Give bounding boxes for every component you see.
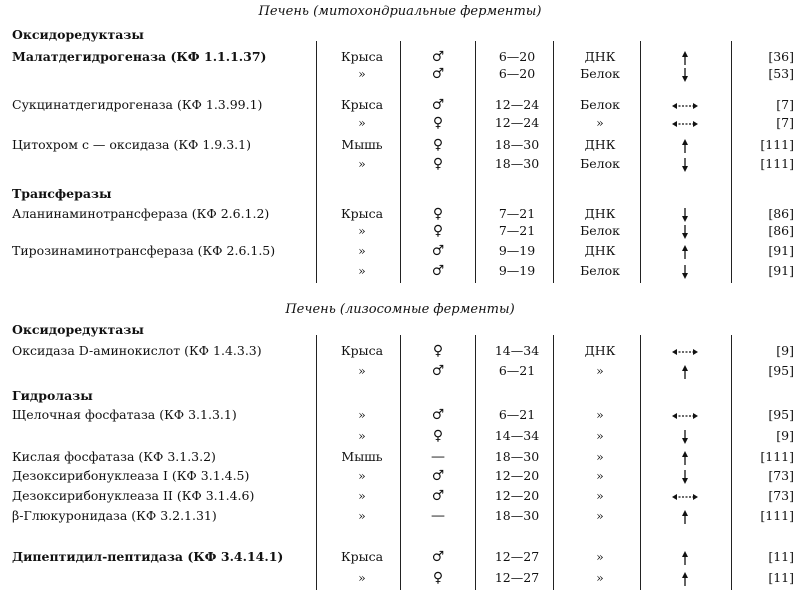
group-heading: Гидролазы <box>12 388 93 403</box>
enzyme-name: β-Глюкуронидаза (КФ 3.2.1.31) <box>12 508 217 523</box>
arrow-down-icon <box>681 158 689 172</box>
sex-cell: ♂ <box>431 263 445 279</box>
age-cell: 12—20 <box>494 468 540 483</box>
table-row <box>0 568 800 588</box>
effect-cell <box>648 64 722 84</box>
sex-cell: ♀ <box>432 428 444 444</box>
table-row <box>0 547 800 567</box>
table-row <box>0 261 800 281</box>
group-heading-row <box>0 25 800 45</box>
substrate-cell: » <box>596 508 604 523</box>
arrow-up-icon <box>681 510 689 524</box>
table-row <box>0 426 800 446</box>
enzyme-name: Дезоксирибонуклеаза I (КФ 3.1.4.5) <box>12 468 250 483</box>
animal-cell: Крыса <box>340 97 384 112</box>
animal-cell: » <box>358 508 366 523</box>
age-cell: 14—34 <box>494 343 540 358</box>
reference-cell: [11] <box>768 570 794 585</box>
animal-cell: Крыса <box>340 206 384 221</box>
enzyme-name: Сукцинатдегидрогеназа (КФ 1.3.99.1) <box>12 97 263 112</box>
group-heading: Трансферазы <box>12 186 112 201</box>
enzyme-name: Дезоксирибонуклеаза II (КФ 3.1.4.6) <box>12 488 255 503</box>
reference-cell: [111] <box>760 137 794 152</box>
reference-cell: [111] <box>760 156 794 171</box>
sex-cell: ♂ <box>431 549 445 565</box>
sex-cell: ♀ <box>432 343 444 359</box>
group-heading: Оксидоредуктазы <box>12 27 144 42</box>
section-title: Печень (митохондриальные ферменты) <box>258 4 542 19</box>
sex-cell: ♂ <box>431 97 445 113</box>
reference-cell: [9] <box>776 428 794 443</box>
reference-cell: [91] <box>768 263 794 278</box>
table-row <box>0 447 800 467</box>
sex-cell: ♀ <box>432 223 444 239</box>
animal-cell: » <box>358 407 366 422</box>
sex-cell: — <box>431 449 445 465</box>
substrate-cell: Белок <box>580 263 620 278</box>
enzyme-name: Щелочная фосфатаза (КФ 3.1.3.1) <box>12 407 237 422</box>
reference-cell: [86] <box>768 223 794 238</box>
arrow-down-icon <box>681 68 689 82</box>
table-row <box>0 241 800 261</box>
arrow-up-icon <box>681 365 689 379</box>
substrate-cell: Белок <box>580 156 620 171</box>
substrate-cell: ДНК <box>584 49 616 64</box>
substrate-cell: Белок <box>580 97 620 112</box>
animal-cell: » <box>358 570 366 585</box>
effect-cell <box>648 221 722 241</box>
age-cell: 18—30 <box>494 137 540 152</box>
sex-cell: ♀ <box>432 156 444 172</box>
arrow-down-icon <box>681 430 689 444</box>
sex-cell: ♀ <box>432 115 444 131</box>
effect-cell <box>648 361 722 381</box>
group-heading-row <box>0 320 800 340</box>
arrow-up-icon <box>681 245 689 259</box>
substrate-cell: Белок <box>580 223 620 238</box>
table-row <box>0 135 800 155</box>
substrate-cell: » <box>596 407 604 422</box>
effect-cell <box>648 241 722 261</box>
reference-cell: [7] <box>776 115 794 130</box>
substrate-cell: ДНК <box>584 137 616 152</box>
substrate-cell: » <box>596 549 604 564</box>
reference-cell: [7] <box>776 97 794 112</box>
enzyme-name: Дипептидил-пептидаза (КФ 3.4.14.1) <box>12 549 284 564</box>
arrow-up-icon <box>681 51 689 65</box>
effect-cell <box>648 426 722 446</box>
age-cell: 12—20 <box>494 488 540 503</box>
age-cell: 6—21 <box>498 407 536 422</box>
arrow-up-icon <box>681 551 689 565</box>
substrate-cell: » <box>596 468 604 483</box>
table-row <box>0 64 800 84</box>
table-row <box>0 154 800 174</box>
animal-cell: » <box>358 428 366 443</box>
effect-cell <box>648 341 722 361</box>
arrow-left-right-icon <box>671 411 699 421</box>
sex-cell: ♂ <box>431 66 445 82</box>
arrow-up-icon <box>681 451 689 465</box>
animal-cell: Мышь <box>341 449 383 464</box>
substrate-cell: ДНК <box>584 343 616 358</box>
effect-cell <box>648 447 722 467</box>
effect-cell <box>648 113 722 133</box>
effect-cell <box>648 135 722 155</box>
sex-cell: ♂ <box>431 468 445 484</box>
enzyme-name: Кислая фосфатаза (КФ 3.1.3.2) <box>12 449 216 464</box>
reference-cell: [95] <box>768 407 794 422</box>
reference-cell: [111] <box>760 508 794 523</box>
age-cell: 9—19 <box>498 243 536 258</box>
age-cell: 14—34 <box>494 428 540 443</box>
substrate-cell: » <box>596 449 604 464</box>
age-cell: 6—20 <box>498 66 536 81</box>
effect-cell <box>648 547 722 567</box>
substrate-cell: Белок <box>580 66 620 81</box>
substrate-cell: » <box>596 428 604 443</box>
group-heading-row <box>0 386 800 406</box>
arrow-left-right-icon <box>671 101 699 111</box>
arrow-left-right-icon <box>671 347 699 357</box>
substrate-cell: » <box>596 570 604 585</box>
sex-cell: ♂ <box>431 407 445 423</box>
age-cell: 7—21 <box>498 223 536 238</box>
sex-cell: ♀ <box>432 206 444 222</box>
reference-cell: [73] <box>768 468 794 483</box>
arrow-down-icon <box>681 208 689 222</box>
sex-cell: ♀ <box>432 137 444 153</box>
substrate-cell: » <box>596 488 604 503</box>
effect-cell <box>648 466 722 486</box>
effect-cell <box>648 486 722 506</box>
reference-cell: [11] <box>768 549 794 564</box>
arrow-left-right-icon <box>671 492 699 502</box>
reference-cell: [111] <box>760 449 794 464</box>
sex-cell: — <box>431 508 445 524</box>
substrate-cell: » <box>596 115 604 130</box>
substrate-cell: ДНК <box>584 243 616 258</box>
age-cell: 12—27 <box>494 549 540 564</box>
age-cell: 12—24 <box>494 97 540 112</box>
effect-cell <box>648 506 722 526</box>
effect-cell <box>648 568 722 588</box>
group-heading: Оксидоредуктазы <box>12 322 144 337</box>
sex-cell: ♂ <box>431 363 445 379</box>
substrate-cell: » <box>596 363 604 378</box>
animal-cell: » <box>358 223 366 238</box>
reference-cell: [73] <box>768 488 794 503</box>
effect-cell <box>648 154 722 174</box>
age-cell: 6—21 <box>498 363 536 378</box>
effect-cell <box>648 405 722 425</box>
effect-cell <box>648 261 722 281</box>
group-heading-row <box>0 184 800 204</box>
animal-cell: » <box>358 115 366 130</box>
animal-cell: Крыса <box>340 49 384 64</box>
table-row <box>0 486 800 506</box>
animal-cell: » <box>358 243 366 258</box>
age-cell: 12—24 <box>494 115 540 130</box>
age-cell: 7—21 <box>498 206 536 221</box>
enzyme-name: Тирозинаминотрансфераза (КФ 2.6.1.5) <box>12 243 276 258</box>
table-row <box>0 361 800 381</box>
arrow-up-icon <box>681 139 689 153</box>
sex-cell: ♀ <box>432 570 444 586</box>
effect-cell <box>648 95 722 115</box>
arrow-up-icon <box>681 572 689 586</box>
animal-cell: » <box>358 66 366 81</box>
enzyme-name: Малатдегидрогеназа (КФ 1.1.1.37) <box>12 49 267 64</box>
enzyme-name: Аланинаминотрансфераза (КФ 2.6.1.2) <box>12 206 270 221</box>
age-cell: 12—27 <box>494 570 540 585</box>
table-row <box>0 95 800 115</box>
reference-cell: [9] <box>776 343 794 358</box>
age-cell: 18—30 <box>494 449 540 464</box>
table-row <box>0 221 800 241</box>
table-row <box>0 405 800 425</box>
animal-cell: » <box>358 263 366 278</box>
reference-cell: [36] <box>768 49 794 64</box>
table-row <box>0 506 800 526</box>
reference-cell: [53] <box>768 66 794 81</box>
animal-cell: » <box>358 488 366 503</box>
sex-cell: ♂ <box>431 243 445 259</box>
section-title: Печень (лизосомные ферменты) <box>285 302 515 317</box>
age-cell: 6—20 <box>498 49 536 64</box>
substrate-cell: ДНК <box>584 206 616 221</box>
arrow-left-right-icon <box>671 119 699 129</box>
arrow-down-icon <box>681 225 689 239</box>
arrow-down-icon <box>681 265 689 279</box>
sex-cell: ♂ <box>431 488 445 504</box>
table-row <box>0 113 800 133</box>
animal-cell: Мышь <box>341 137 383 152</box>
animal-cell: Крыса <box>340 343 384 358</box>
age-cell: 18—30 <box>494 156 540 171</box>
animal-cell: » <box>358 156 366 171</box>
reference-cell: [91] <box>768 243 794 258</box>
enzyme-name: Оксидаза D-аминокислот (КФ 1.4.3.3) <box>12 343 262 358</box>
reference-cell: [95] <box>768 363 794 378</box>
sex-cell: ♂ <box>431 49 445 65</box>
reference-cell: [86] <box>768 206 794 221</box>
table-row <box>0 466 800 486</box>
table-row <box>0 341 800 361</box>
age-cell: 9—19 <box>498 263 536 278</box>
animal-cell: Крыса <box>340 549 384 564</box>
arrow-down-icon <box>681 470 689 484</box>
age-cell: 18—30 <box>494 508 540 523</box>
animal-cell: » <box>358 363 366 378</box>
animal-cell: » <box>358 468 366 483</box>
enzyme-name: Цитохром c — оксидаза (КФ 1.9.3.1) <box>12 137 251 152</box>
